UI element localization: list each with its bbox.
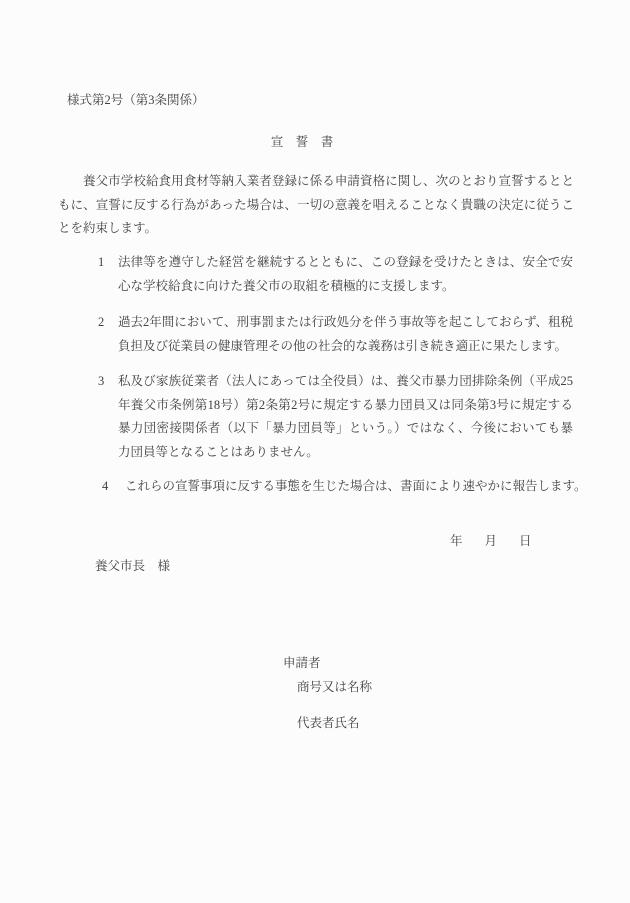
applicant-label: 申請者 [283, 656, 321, 670]
pledge-item-3 [98, 370, 573, 464]
addressee: 養父市長 様 [95, 559, 171, 573]
pledge-item-4 [102, 475, 595, 499]
month-label: 月 [484, 534, 498, 548]
day-label: 日 [519, 534, 532, 548]
pledge-item-1-text: 法律等を遵守した経営を継続するとともに、この登録を受けたときは、安全で安心な学校給食に向けた養父市の取組を積極的に支援します。 [118, 255, 573, 293]
representative-name-label: 代表者氏名 [297, 716, 360, 730]
pledge-item-2-text: 過去2年間において、刑事罰または行政処分を伴う事故等を起こしておらず、租税負担及び従業員の健康管理その他の社会的な義務は引き続き適正に果たします。 [118, 315, 574, 353]
year-label: 年 [450, 534, 463, 548]
pledge-item-4-number: 4 [102, 479, 109, 493]
pledge-item-1 [98, 251, 573, 298]
pledge-item-2 [98, 311, 573, 358]
pledge-item-3-number: 3 [98, 374, 105, 388]
pledge-item-1-number: 1 [98, 255, 105, 269]
date-line [450, 534, 532, 548]
pledge-item-2-number: 2 [98, 315, 105, 329]
pledge-item-3-text: 私及び家族従業者（法人にあっては全役員）は、養父市暴力団排除条例（平成25年養父市条例第18号）第2条第2号に規定する暴力団員又は同条第3号に規定する暴力団密接関係者（以下「暴力団員等」という。）ではなく、今後においても暴力団員等となることはありません。 [118, 374, 573, 459]
pledge-item-4-text: これらの宣誓事項に反する事態を生じた場合は、書面により速やかに報告します。 [125, 479, 587, 493]
intro-paragraph: 養父市学校給食用食材等納入業者登録に係る申請資格に関し、次のとおり宣誓するとともに、宣誓に反する行為があった場合は、一切の意義を唱えることなく貴職の決定に従うことを約束します。 [58, 174, 574, 235]
document-title: 宣 誓 書 [270, 135, 334, 149]
company-name-label: 商号又は名称 [297, 680, 373, 694]
form-number: 様式第2号（第3条関係） [67, 93, 205, 107]
